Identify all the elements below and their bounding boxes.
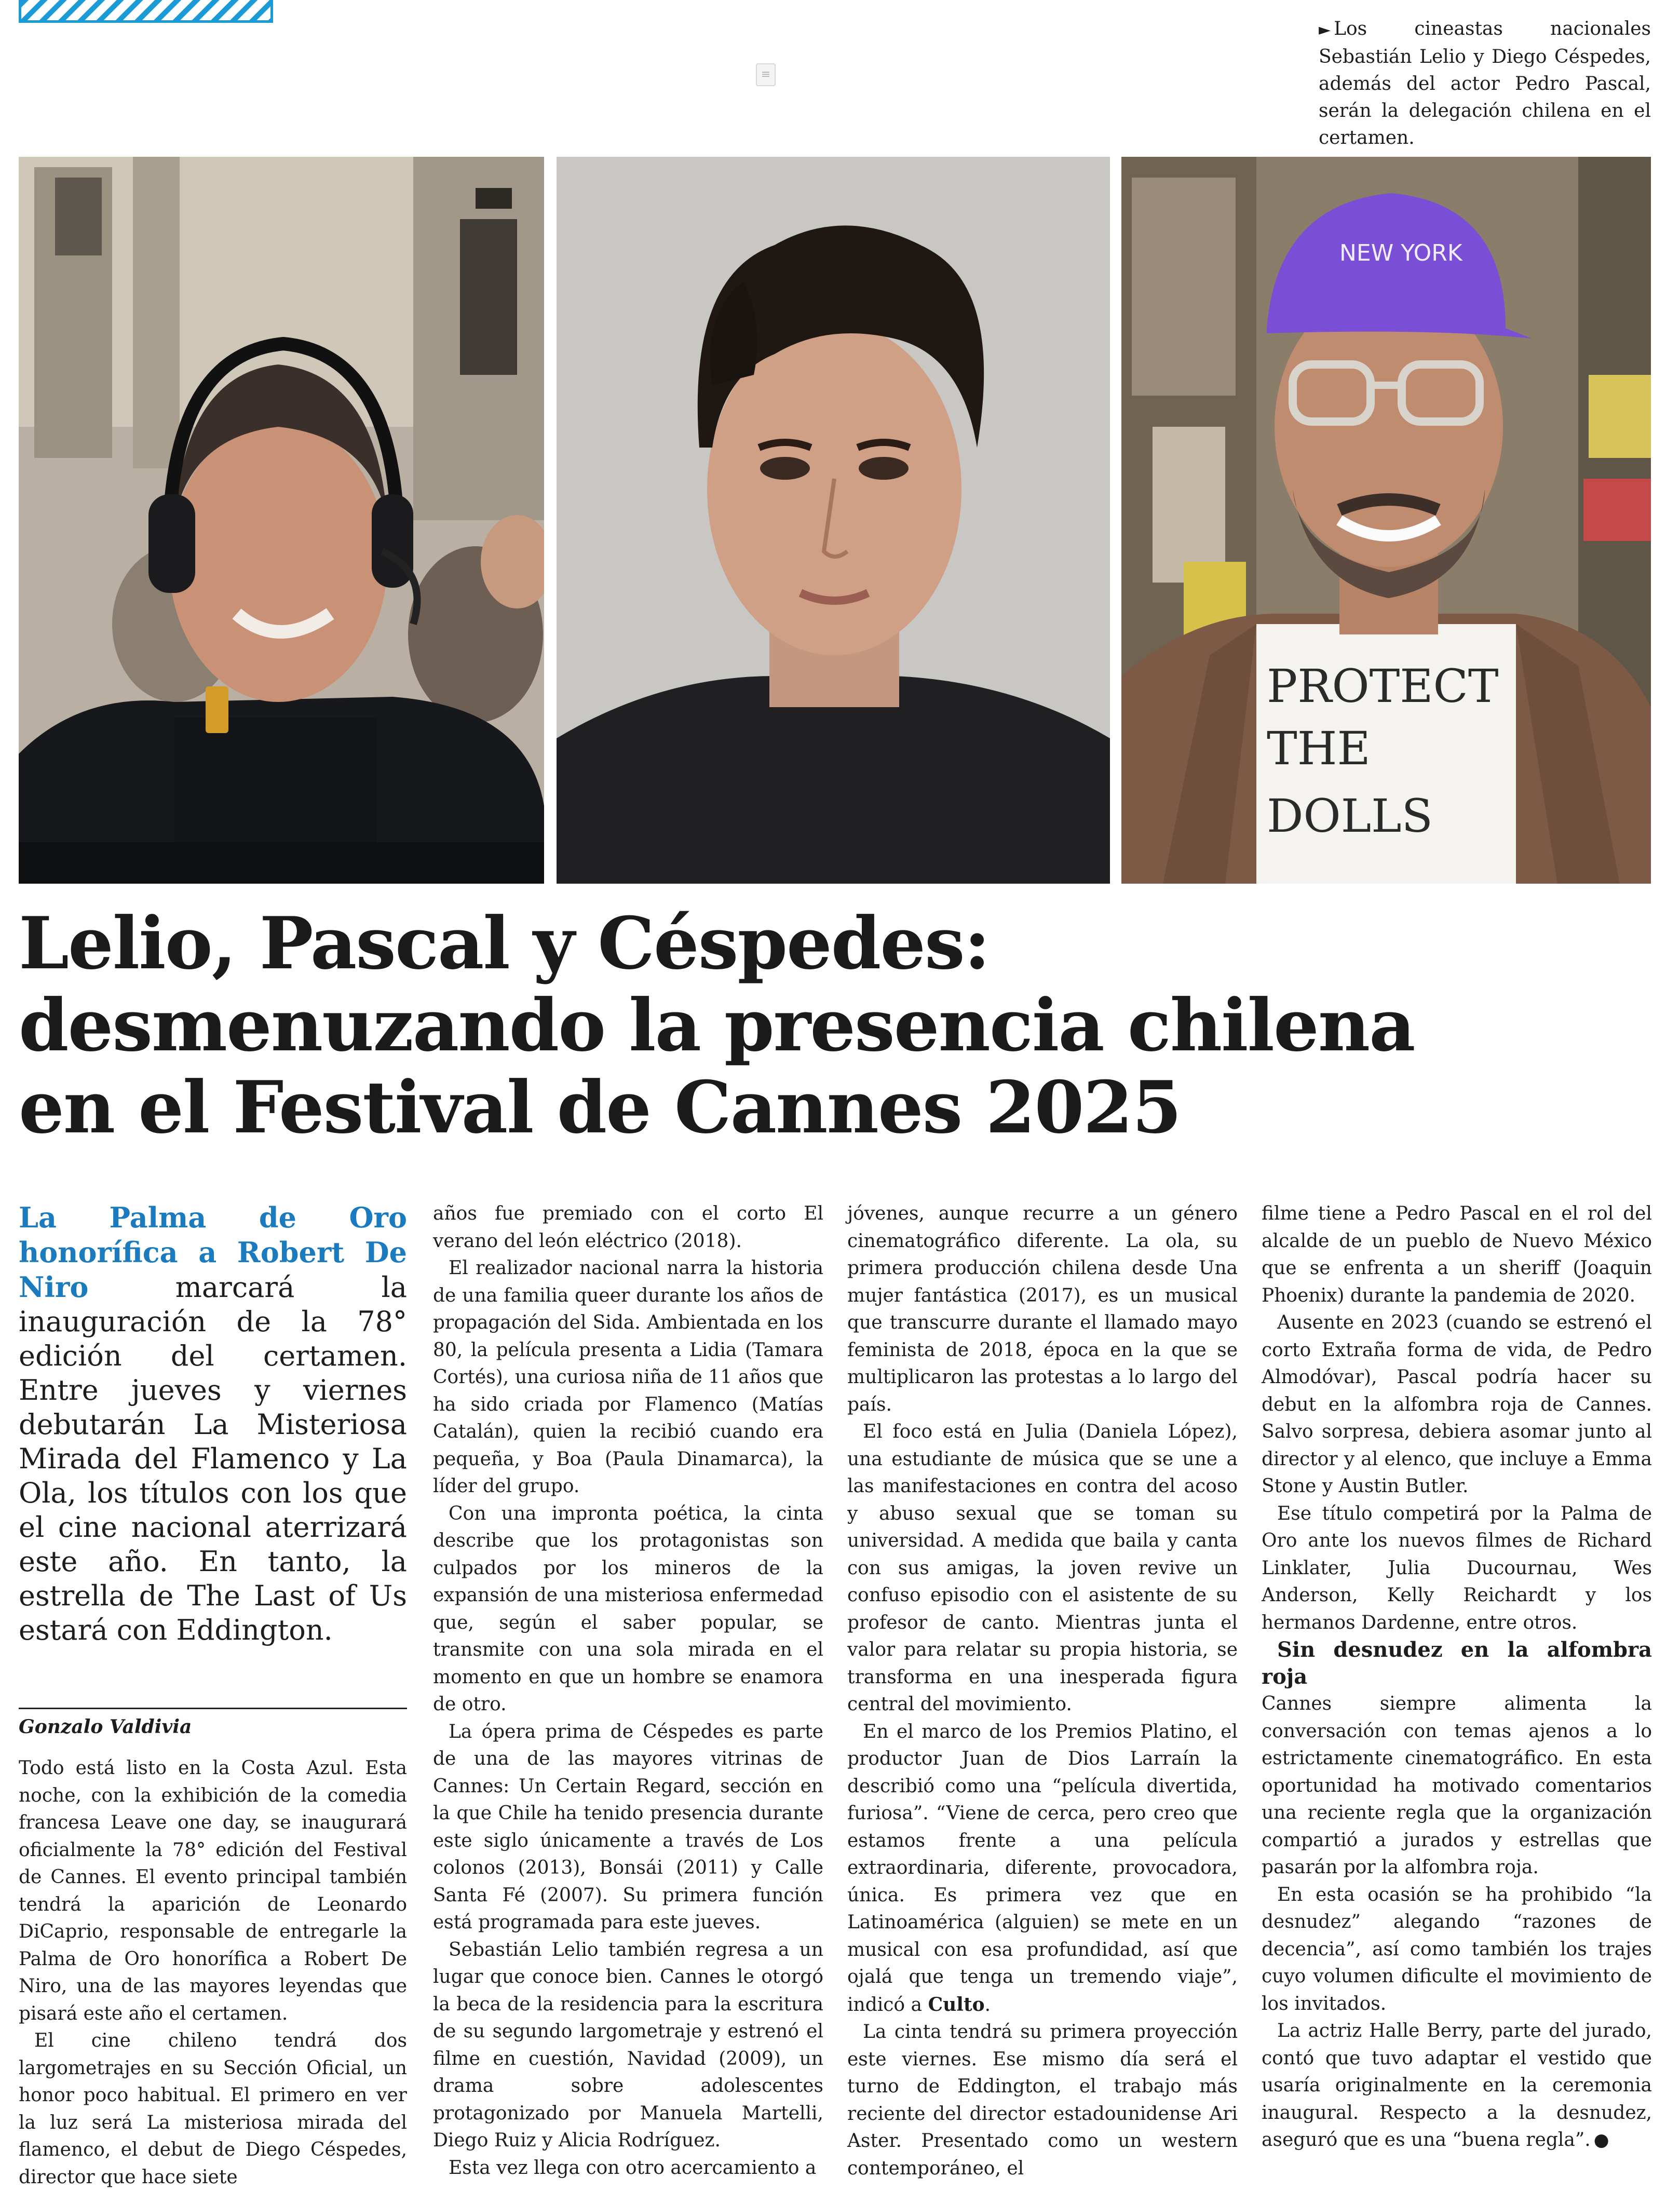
- final-text: La actriz Halle Berry, parte del jurado, contó que tuvo adaptar el vestido que usaría originalmente en la ceremonia inaugural. Respecto a la desnudez, aseguró que es una “buena regla”.: [1262, 2020, 1652, 2151]
- headline: [19, 902, 1654, 1148]
- quote-text: En el marco de los Premios Platino, el productor Juan de Dios Larraín la describió como una “película divertida, furiosa”. “Viene de cerca, pero creo que estamos frente a una película extraordinaria, diferente, provocadora, única. Es primera vez que en Latinoamérica (alguien) se mete en un musical con esa profundidad, así que ojalá que tenga un tremendo viaje”, indicó a: [847, 1721, 1238, 2016]
- section-tab-bar: [19, 0, 273, 23]
- article-column-2: [433, 1200, 823, 2182]
- section-subhead: Sin desnudez en la alfombra roja: [1262, 1638, 1652, 1689]
- caption-text: Los cineastas nacionales Sebastián Lelio y Diego Céspedes, además del actor Pedro Pascal, serán la delegación chilena en el certamen.: [1319, 18, 1651, 148]
- body-paragraph: Todo está listo en la Costa Azul. Esta noche, con la exhibición de la comedia francesa Leave one day, se inaugurará oficialmente la 78° edición del Festival de Cannes. El evento principal también tendrá la aparición de Leonardo DiCaprio, responsable de entregarle la Palma de Oro honorífica a Robert De Niro, una de las mayores leyendas que pisará este año el certamen.: [19, 1757, 407, 2024]
- headline-line-3: en el Festival de Cannes 2025: [19, 1065, 1181, 1149]
- lead-paragraph: [19, 1200, 407, 1647]
- body-paragraph: años fue premiado con el corto El verano del león eléctrico (2018).: [433, 1203, 823, 1252]
- article-column-3: [847, 1200, 1238, 2182]
- shirt-text-line2: THE: [1267, 722, 1371, 775]
- body-paragraph: En esta ocasión se ha prohibido “la desnudez” alegando “razones de decencia”, así como también los trajes cuyo volumen dificulte el movimiento de los invitados.: [1262, 1884, 1652, 2014]
- quote-end: .: [984, 1994, 991, 2016]
- article-column-4: [1262, 1200, 1652, 2154]
- byline: Gonzalo Valdivia: [19, 1708, 407, 1740]
- body-paragraph: Ausente en 2023 (cuando se estrenó el corto Extraña forma de vida, de Pedro Almodóvar), Pascal podría hacer su debut en la alfombra roja de Cannes. Salvo sorpresa, debiera asomar junto al director y al elenco, que incluye a Emma Stone y Austin Butler.: [1262, 1312, 1652, 1497]
- shirt-text-line3: DOLLS: [1267, 789, 1433, 843]
- body-paragraph: [847, 1719, 1238, 2019]
- body-paragraph: [1262, 2018, 1652, 2154]
- photo-cespedes: [557, 157, 1110, 884]
- body-paragraph: El cine chileno tendrá dos largometrajes en su Sección Oficial, un honor poco habitual. El primero en ver la luz será La misteriosa mirada del flamenco, el debut de Diego Céspedes, director que hace siete: [19, 2030, 407, 2188]
- body-paragraph: Sebastián Lelio también regresa a un lugar que conoce bien. Cannes le otorgó la beca de la residencia para la escritura de su segundo largometraje y estrenó el filme en cuestión, Navidad (2009), un drama sobre adolescentes protagonizado por Manuela Martelli, Diego Ruiz y Alicia Rodríguez.: [433, 1939, 823, 2151]
- photo-pascal: [1121, 157, 1651, 884]
- body-paragraph: El realizador nacional narra la historia de una familia queer durante los años de propagación del Sida. Ambientada en los 80, la película presenta a Lidia (Tamara Cortés), una curiosa niña de 11 años que ha sido criada por Flamenco (Matías Catalán), quien la recibió cuando era pequeña, y Boa (Paula Dinamarca), la líder del grupo.: [433, 1257, 823, 1497]
- body-paragraph: jóvenes, aunque recurre a un género cinematográfico diferente. La ola, su primera producción chilena desde Una mujer fantástica (2017), es un musical que transcurre durante el llamado mayo feminista de 2018, época en la que se multiplicaron las protestas a lo largo del país.: [847, 1203, 1238, 1415]
- photo-lelio: [19, 157, 544, 884]
- body-paragraph: filme tiene a Pedro Pascal en el rol del alcalde de un pueblo de Nuevo México que se enfrenta a un sheriff (Joaquin Phoenix) durante la pandemia de 2020.: [1262, 1203, 1652, 1306]
- body-paragraph: Con una impronta poética, la cinta describe que los protagonistas son culpados por los mineros de la expansión de una misteriosa enfermedad que, según el saber popular, se transmite con una sola mirada en el momento en que un hombre se enamora de otro.: [433, 1503, 823, 1715]
- body-paragraph: Esta vez llega con otro acercamiento a: [449, 2157, 817, 2179]
- end-mark-icon: ●: [1593, 2130, 1609, 2151]
- headline-line-1: Lelio, Pascal y Céspedes:: [19, 901, 990, 985]
- body-paragraph: El foco está en Julia (Daniela López), una estudiante de música que se une a las manifestaciones en contra del acoso y abuso sexual que se toman su universidad. A medida que baila y canta con sus amigas, la joven revive un confuso episodio con el asistente de su profesor de canto. Mientras junta el valor para relatar su propia historia, se transforma en una inesperada figura central del movimiento.: [847, 1421, 1238, 1715]
- body-paragraph: Ese título competirá por la Palma de Oro ante los nuevos filmes de Richard Linklater, Julia Ducournau, Wes Anderson, Kelly Reichardt y los hermanos Dardenne, entre otros.: [1262, 1503, 1652, 1633]
- body-paragraph: La cinta tendrá su primera proyección este viernes. Ese mismo día será el turno de Eddington, el trabajo más reciente del director estadounidense Ari Aster. Presentado como un western contemporáneo, el: [847, 2021, 1238, 2179]
- article-column-1: [19, 1200, 407, 2191]
- headline-line-2: desmenuzando la presencia chilena: [19, 983, 1415, 1067]
- lead-text: marcará la inauguración de la 78° edición del certamen. Entre jueves y viernes debutarán La Misteriosa Mirada del Flamenco y La Ola, los títulos con los que el cine nacional aterrizará este año. En tanto, la estrella de The Last of Us estará con Eddington.: [19, 1271, 407, 1646]
- body-paragraph: Cannes siempre alimenta la conversación con temas ajenos a lo estrictamente cinematográfico. En esta oportunidad ha motivado comentarios una reciente regla que la organización compartió a jurados y estrellas que pasarán por la alfombra roja.: [1262, 1693, 1652, 1878]
- shirt-text-line1: PROTECT: [1267, 659, 1499, 713]
- caption-marker-icon: ►: [1319, 21, 1331, 39]
- photo-caption: [1319, 16, 1651, 152]
- publication-name: Culto: [928, 1993, 985, 2016]
- body-paragraph: La ópera prima de Céspedes es parte de una de las mayores vitrinas de Cannes: Un Certain Regard, sección en la que Chile ha tenido presencia durante este siglo únicamente a través de Los colonos (2013), Bonsái (2011) y Calle Santa Fé (2007). Su primera función está programada para este jueves.: [433, 1721, 823, 1933]
- cap-text: NEW YORK: [1339, 240, 1462, 266]
- lead-highlight: La Palma de Oro honorífica a Robert De Niro: [19, 1201, 407, 1304]
- page-marker-icon: ≡: [756, 63, 776, 86]
